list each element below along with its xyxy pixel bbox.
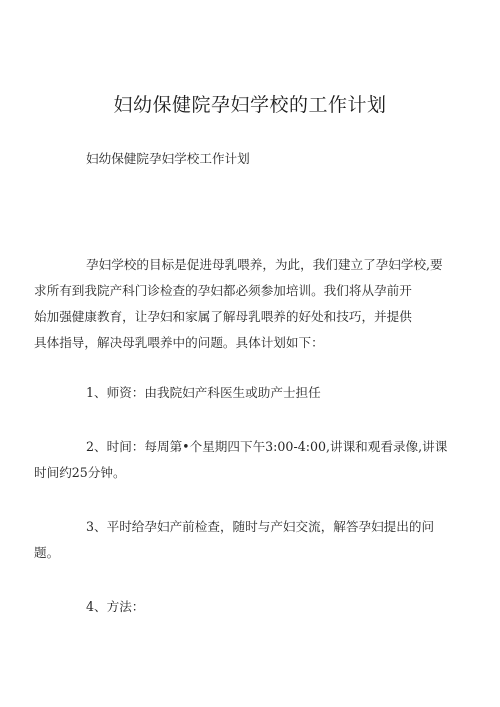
plan-item-line: 时间约25分钟。: [34, 465, 126, 480]
plan-item-line: 2、时间：每周第•个星期四下午3:00-4:00,讲课和观看录像,讲课: [86, 439, 448, 454]
plan-item-line: 3、平时给孕妇产前检查，随时与产妇交流，解答孕妇提出的问: [86, 519, 435, 534]
intro-line: 具体指导，解决母乳喂养中的问题。具体计划如下：: [34, 335, 324, 350]
plan-item-line: 4、方法：: [86, 599, 145, 614]
intro-line: 孕妇学校的目标是促进母乳喂养，为此，我们建立了孕妇学校,要: [86, 257, 443, 272]
plan-item-method: [34, 542, 450, 672]
document-title: 妇幼保健院孕妇学校的工作计划: [113, 94, 387, 116]
plan-item-line: 1、师资：由我院妇产科医生或助产士担任: [86, 385, 321, 400]
intro-line: 求所有到我院产科门诊检查的孕妇都必须参加培训。我们将从孕前开: [34, 283, 412, 298]
intro-line: 始加强健康教育，让孕妇和家属了解母乳喂养的好处和技巧，并提供: [34, 309, 412, 324]
plan-item-line: 题。: [34, 545, 60, 560]
document-subtitle: 妇幼保健院孕妇学校工作计划: [86, 151, 250, 166]
